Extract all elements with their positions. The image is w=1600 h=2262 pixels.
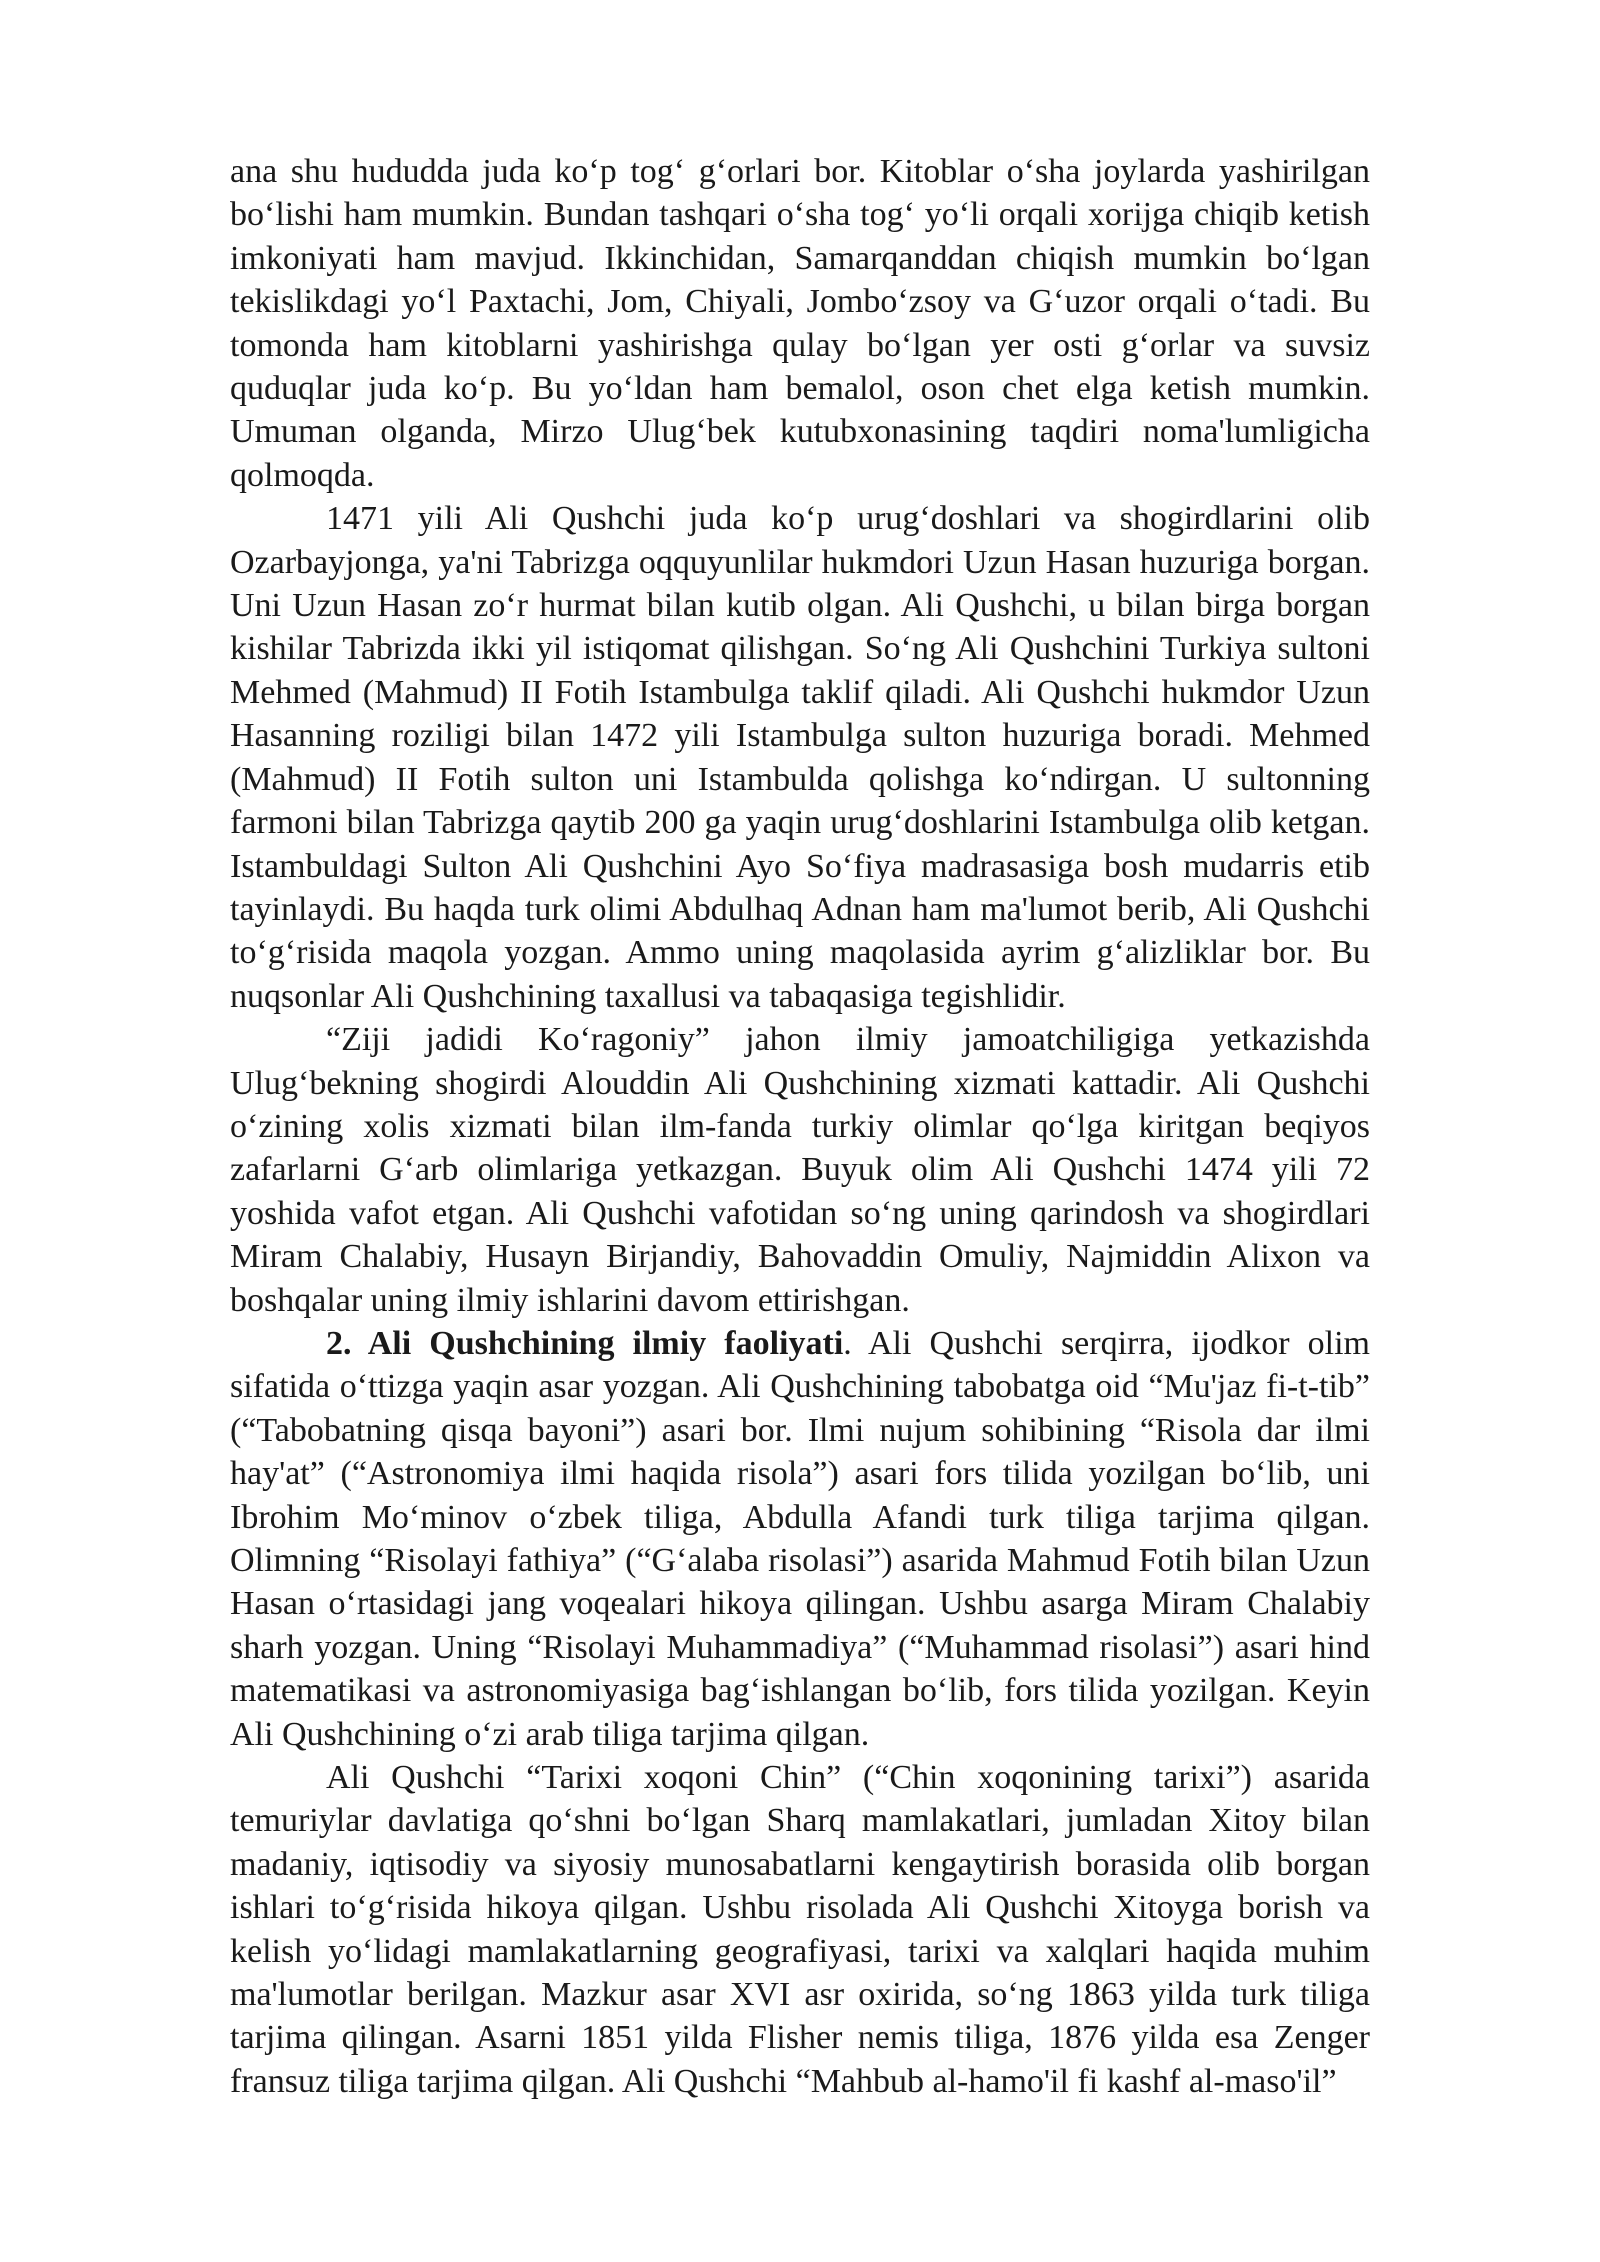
- paragraph-continuation: ana shu hududda juda ko‘p tog‘ g‘orlari bor. Kitoblar o‘sha joylarda yashirilgan bo‘lishi ham mumkin. Bundan tashqari o‘sha tog‘ yo‘li orqali xorijga chiqib ketish imkoniyati ham mavjud. Ikkinchidan, Samarqanddan chiqish mumkin bo‘lgan tekislikdagi yo‘l Paxtachi, Jom, Chiyali, Jombo‘zsoy va G‘uzor orqali o‘tadi. Bu tomonda ham kitoblarni yashirishga qulay bo‘lgan yer osti g‘orlar va suvsiz quduqlar juda ko‘p. Bu yo‘ldan ham bemalol, oson chet elga ketish mumkin. Umuman olganda, Mirzo Ulug‘bek kutubxonasining taqdiri noma'lumligicha qolmoqda.: [230, 153, 1370, 494]
- section-heading: 2. Ali Qushchining ilmiy faoliyati: [326, 1324, 844, 1362]
- paragraph-ziji-jadidi: “Ziji jadidi Ko‘ragoniy” jahon ilmiy jamoatchiligiga yetkazishda Ulug‘bekning shogirdi Alouddin Ali Qushchining xizmati kattadir. Ali Qushchi o‘zining xolis xizmati bilan ilm-fanda turkiy olimlar qo‘lga kiritgan beqiyos zafarlarni G‘arb olimlariga yetkazgan. Buyuk olim Ali Qushchi 1474 yili 72 yoshida vafot etgan. Ali Qushchi vafotidan so‘ng uning qarindosh va shogirdlari Miram Chalabiy, Husayn Birjandiy, Bahovaddin Omuliy, Najmiddin Alixon va boshqalar uning ilmiy ishlarini davom ettirishgan.: [230, 1021, 1370, 1319]
- paragraph-ilmiy-faoliyati: [230, 1322, 1370, 1756]
- document-page: [230, 150, 1370, 2103]
- paragraph-tarixi-xoqoni-chin: Ali Qushchi “Tarixi xoqoni Chin” (“Chin xoqonining tarixi”) asarida temuriylar davlatiga qo‘shni bo‘lgan Sharq mamlakatlari, jumladan Xitoy bilan madaniy, iqtisodiy va siyosiy munosabatlarni kengaytirish borasida olib borgan ishlari to‘g‘risida hikoya qilgan. Ushbu risolada Ali Qushchi Xitoyga borish va kelish yo‘lidagi mamlakatlarning geografiyasi, tarixi va xalqlari haqida muhim ma'lumotlar berilgan. Mazkur asar XVI asr oxirida, so‘ng 1863 yilda turk tiliga tarjima qilingan. Asarni 1851 yilda Flisher nemis tiliga, 1876 yilda esa Zenger fransuz tiliga tarjima qilgan. Ali Qushchi “Mahbub al-hamo'il fi kashf al-maso'il”: [230, 1759, 1370, 2100]
- section-heading-body: . Ali Qushchi serqirra, ijodkor olim sifatida o‘ttizga yaqin asar yozgan. Ali Qushchining tabobatga oid “Mu'jaz fi-t-tib” (“Tabobatning qisqa bayoni”) asari bor. Ilmi nujum sohibining “Risola dar ilmi hay'at” (“Astronomiya ilmi haqida risola”) asari fors tilida yozilgan bo‘lib, uni Ibrohim Mo‘minov o‘zbek tiliga, Abdulla Afandi turk tiliga tarjima qilgan. Olimning “Risolayi fathiya” (“G‘alaba risolasi”) asarida Mahmud Fotih bilan Uzun Hasan o‘rtasidagi jang voqealari hikoya qilingan. Ushbu asarga Miram Chalabiy sharh yozgan. Uning “Risolayi Muhammadiya” (“Muhammad risolasi”) asari hind matematikasi va astronomiyasiga bag‘ishlangan bo‘lib, fors tilida yozilgan. Keyin Ali Qushchining o‘zi arab tiliga tarjima qilgan.: [230, 1324, 1370, 1753]
- paragraph-ali-qushchi-tabriz: 1471 yili Ali Qushchi juda ko‘p urug‘doshlari va shogirdlarini olib Ozarbayjonga, ya'ni Tabrizga oqquyunlilar hukmdori Uzun Hasan huzuriga borgan. Uni Uzun Hasan zo‘r hurmat bilan kutib olgan. Ali Qushchi, u bilan birga borgan kishilar Tabrizda ikki yil istiqomat qilishgan. So‘ng Ali Qushchini Turkiya sultoni Mehmed (Mahmud) II Fotih Istambulga taklif qiladi. Ali Qushchi hukmdor Uzun Hasanning roziligi bilan 1472 yili Istambulga sulton huzuriga boradi. Mehmed (Mahmud) II Fotih sulton uni Istambulda qolishga ko‘ndirgan. U sultonning farmoni bilan Tabrizga qaytib 200 ga yaqin urug‘doshlarini Istambulga olib ketgan. Istambuldagi Sulton Ali Qushchini Ayo So‘fiya madrasasiga bosh mudarris etib tayinlaydi. Bu haqda turk olimi Abdulhaq Adnan ham ma'lumot berib, Ali Qushchi to‘g‘risida maqola yozgan. Ammo uning maqolasida ayrim g‘alizliklar bor. Bu nuqsonlar Ali Qushchining taxallusi va tabaqasiga tegishlidir.: [230, 500, 1370, 1015]
